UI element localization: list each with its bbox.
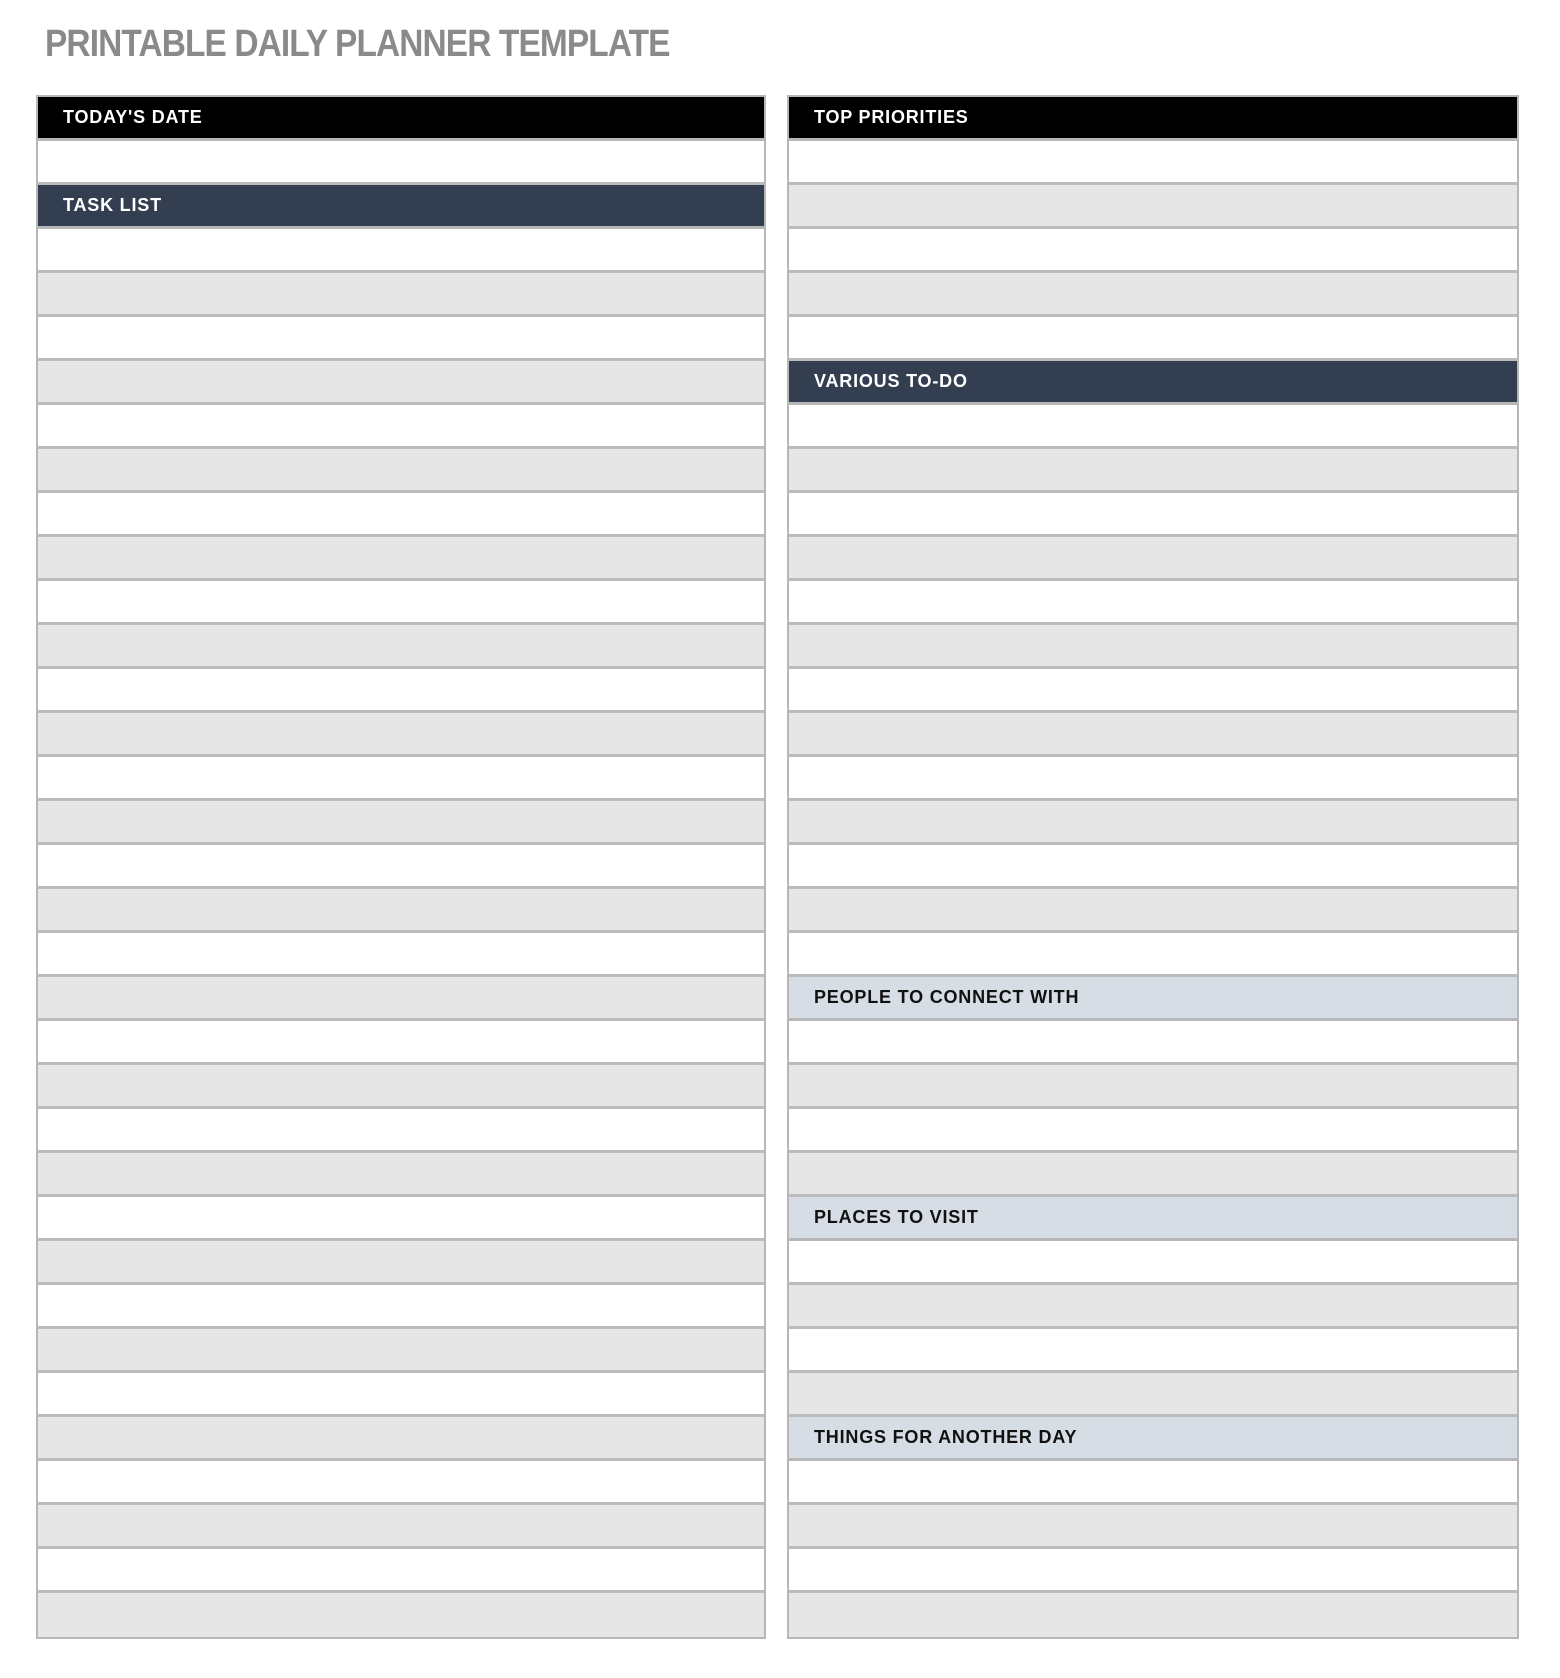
empty-entry-row-task-list-22[interactable] [38, 1153, 764, 1197]
empty-entry-row-task-list-31[interactable] [38, 1549, 764, 1593]
empty-entry-row-task-list-11[interactable] [38, 669, 764, 713]
page-title: PRINTABLE DAILY PLANNER TEMPLATE [45, 23, 670, 65]
empty-entry-row-task-list-13[interactable] [38, 757, 764, 801]
empty-entry-row-various-to-do-9[interactable] [789, 757, 1517, 801]
empty-entry-row-task-list-20[interactable] [38, 1065, 764, 1109]
empty-entry-row-top-priorities-2[interactable] [789, 185, 1517, 229]
empty-entry-row-task-list-10[interactable] [38, 625, 764, 669]
empty-entry-row-task-list-4[interactable] [38, 361, 764, 405]
empty-entry-row-today-s-date-1[interactable] [38, 141, 764, 185]
empty-entry-row-task-list-19[interactable] [38, 1021, 764, 1065]
empty-entry-row-top-priorities-4[interactable] [789, 273, 1517, 317]
empty-entry-row-things-for-another-day-1[interactable] [789, 1461, 1517, 1505]
empty-entry-row-task-list-32[interactable] [38, 1593, 764, 1637]
empty-entry-row-various-to-do-3[interactable] [789, 493, 1517, 537]
empty-entry-row-task-list-6[interactable] [38, 449, 764, 493]
empty-entry-row-various-to-do-4[interactable] [789, 537, 1517, 581]
empty-entry-row-task-list-21[interactable] [38, 1109, 764, 1153]
empty-entry-row-various-to-do-13[interactable] [789, 933, 1517, 977]
empty-entry-row-things-for-another-day-2[interactable] [789, 1505, 1517, 1549]
empty-entry-row-task-list-29[interactable] [38, 1461, 764, 1505]
empty-entry-row-top-priorities-1[interactable] [789, 141, 1517, 185]
empty-entry-row-places-to-visit-3[interactable] [789, 1329, 1517, 1373]
empty-entry-row-things-for-another-day-3[interactable] [789, 1549, 1517, 1593]
section-header-today-s-date: TODAY'S DATE [38, 97, 764, 141]
empty-entry-row-task-list-26[interactable] [38, 1329, 764, 1373]
section-header-top-priorities: TOP PRIORITIES [789, 97, 1517, 141]
planner-column-left [36, 95, 766, 1639]
section-header-task-list: TASK LIST [38, 185, 764, 229]
empty-entry-row-various-to-do-12[interactable] [789, 889, 1517, 933]
section-header-people-to-connect-with: PEOPLE TO CONNECT WITH [789, 977, 1517, 1021]
empty-entry-row-places-to-visit-2[interactable] [789, 1285, 1517, 1329]
empty-entry-row-various-to-do-2[interactable] [789, 449, 1517, 493]
empty-entry-row-various-to-do-10[interactable] [789, 801, 1517, 845]
empty-entry-row-various-to-do-5[interactable] [789, 581, 1517, 625]
empty-entry-row-task-list-3[interactable] [38, 317, 764, 361]
empty-entry-row-people-to-connect-with-1[interactable] [789, 1021, 1517, 1065]
empty-entry-row-task-list-12[interactable] [38, 713, 764, 757]
section-header-various-to-do: VARIOUS TO-DO [789, 361, 1517, 405]
empty-entry-row-task-list-2[interactable] [38, 273, 764, 317]
empty-entry-row-various-to-do-6[interactable] [789, 625, 1517, 669]
empty-entry-row-places-to-visit-4[interactable] [789, 1373, 1517, 1417]
empty-entry-row-task-list-15[interactable] [38, 845, 764, 889]
empty-entry-row-people-to-connect-with-4[interactable] [789, 1153, 1517, 1197]
empty-entry-row-task-list-23[interactable] [38, 1197, 764, 1241]
empty-entry-row-task-list-30[interactable] [38, 1505, 764, 1549]
empty-entry-row-task-list-9[interactable] [38, 581, 764, 625]
empty-entry-row-top-priorities-5[interactable] [789, 317, 1517, 361]
empty-entry-row-task-list-16[interactable] [38, 889, 764, 933]
empty-entry-row-various-to-do-7[interactable] [789, 669, 1517, 713]
empty-entry-row-various-to-do-1[interactable] [789, 405, 1517, 449]
empty-entry-row-task-list-27[interactable] [38, 1373, 764, 1417]
empty-entry-row-task-list-24[interactable] [38, 1241, 764, 1285]
empty-entry-row-things-for-another-day-4[interactable] [789, 1593, 1517, 1637]
empty-entry-row-places-to-visit-1[interactable] [789, 1241, 1517, 1285]
empty-entry-row-task-list-18[interactable] [38, 977, 764, 1021]
empty-entry-row-top-priorities-3[interactable] [789, 229, 1517, 273]
empty-entry-row-task-list-25[interactable] [38, 1285, 764, 1329]
empty-entry-row-task-list-14[interactable] [38, 801, 764, 845]
empty-entry-row-task-list-17[interactable] [38, 933, 764, 977]
empty-entry-row-people-to-connect-with-2[interactable] [789, 1065, 1517, 1109]
empty-entry-row-various-to-do-8[interactable] [789, 713, 1517, 757]
empty-entry-row-task-list-7[interactable] [38, 493, 764, 537]
section-header-places-to-visit: PLACES TO VISIT [789, 1197, 1517, 1241]
empty-entry-row-task-list-1[interactable] [38, 229, 764, 273]
empty-entry-row-task-list-8[interactable] [38, 537, 764, 581]
planner-column-right [787, 95, 1519, 1639]
section-header-things-for-another-day: THINGS FOR ANOTHER DAY [789, 1417, 1517, 1461]
empty-entry-row-task-list-28[interactable] [38, 1417, 764, 1461]
empty-entry-row-people-to-connect-with-3[interactable] [789, 1109, 1517, 1153]
empty-entry-row-task-list-5[interactable] [38, 405, 764, 449]
empty-entry-row-various-to-do-11[interactable] [789, 845, 1517, 889]
planner-columns [36, 95, 1519, 1639]
